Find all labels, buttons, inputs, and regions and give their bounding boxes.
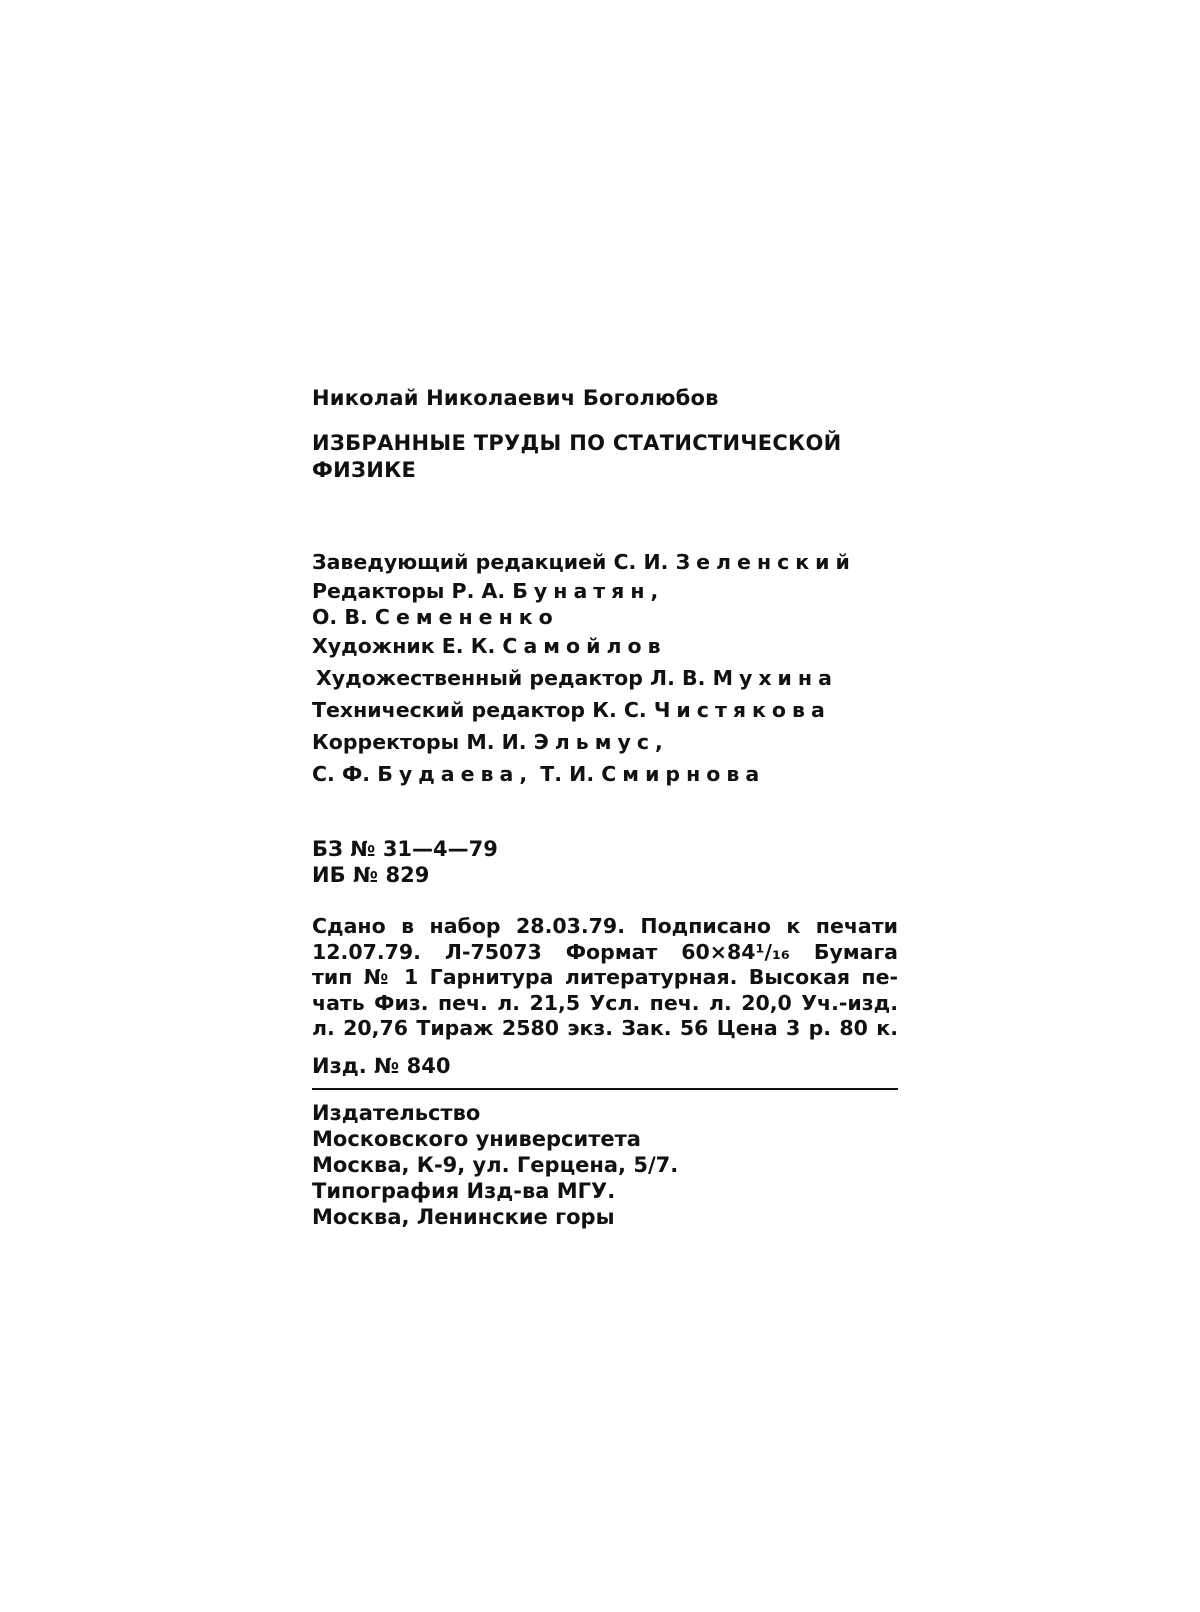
- staff-initials: С. Ф.: [312, 762, 371, 786]
- staff-name: Семененко: [374, 605, 559, 629]
- publisher-line: Издательство: [312, 1101, 481, 1125]
- divider-rule: [312, 1088, 898, 1090]
- publisher-info: [312, 1100, 898, 1230]
- staff-tech-editor: [312, 694, 898, 726]
- book-title-line-1: ИЗБРАННЫЕ ТРУДЫ ПО СТАТИСТИЧЕСКОЙ: [312, 431, 842, 455]
- publication-number: Изд. № 840: [312, 1054, 451, 1078]
- imprint-line: чать Физ. печ. л. 21,5 Усл. печ. л. 20,0 Уч.-изд.: [312, 990, 898, 1015]
- imprint-line: тип № 1 Гарнитура литературная. Высокая пе-: [312, 965, 898, 989]
- print-imprint: [312, 914, 898, 1042]
- staff-name: Мухина: [712, 666, 838, 690]
- staff-role: Редакторы Р. А.: [312, 579, 506, 603]
- ib-code: ИБ № 829: [312, 863, 430, 887]
- staff-role: Художественный редактор Л. В.: [316, 666, 706, 690]
- catalog-codes: [312, 836, 898, 888]
- imprint-line: 12.07.79. Л-75073 Формат 60×84¹/₁₆ Бумага: [312, 939, 898, 964]
- staff-role: Художник Е. К.: [312, 634, 496, 658]
- staff-name: Смирнова: [601, 762, 766, 786]
- staff-role: Заведующий редакцией С. И.: [312, 550, 669, 574]
- staff-correctors: [312, 726, 898, 758]
- publisher-line: Типография Изд-ва МГУ.: [312, 1179, 616, 1203]
- publisher-line: Москва, К-9, ул. Герцена, 5/7.: [312, 1153, 679, 1177]
- staff-initials: О. В.: [312, 605, 368, 629]
- publisher-line: Москва, Ленинские горы: [312, 1205, 615, 1229]
- imprint-line: л. 20,76 Тираж 2580 экз. Зак. 56 Цена 3 р. 80 к.: [312, 1016, 898, 1040]
- staff-role: Технический редактор К. С.: [312, 698, 647, 722]
- author-name: Николай Николаевич Боголюбов: [312, 386, 719, 410]
- publisher-line: Московского университета: [312, 1127, 641, 1151]
- staff-name: Самойлов: [502, 634, 667, 658]
- staff-correctors-cont: [312, 758, 898, 790]
- staff-name: Зеленский: [675, 550, 856, 574]
- editorial-staff: [312, 546, 898, 790]
- staff-editors: [312, 578, 898, 604]
- staff-art-editor: [312, 662, 898, 694]
- staff-editors-cont: [312, 604, 898, 630]
- book-title: [312, 430, 898, 484]
- staff-name: Бунатян,: [512, 579, 665, 603]
- staff-artist: [312, 630, 898, 662]
- staff-name: Будаева,: [377, 762, 534, 786]
- bz-code: БЗ № 31—4—79: [312, 837, 498, 861]
- staff-initials: Т. И.: [540, 762, 595, 786]
- staff-name: Чистякова: [653, 698, 831, 722]
- imprint-line: Сдано в набор 28.03.79. Подписано к печати: [312, 914, 898, 938]
- staff-name: Эльмус,: [533, 730, 669, 754]
- book-title-line-2: ФИЗИКЕ: [312, 458, 417, 482]
- staff-head-editor: [312, 546, 898, 578]
- staff-role: Корректоры М. И.: [312, 730, 527, 754]
